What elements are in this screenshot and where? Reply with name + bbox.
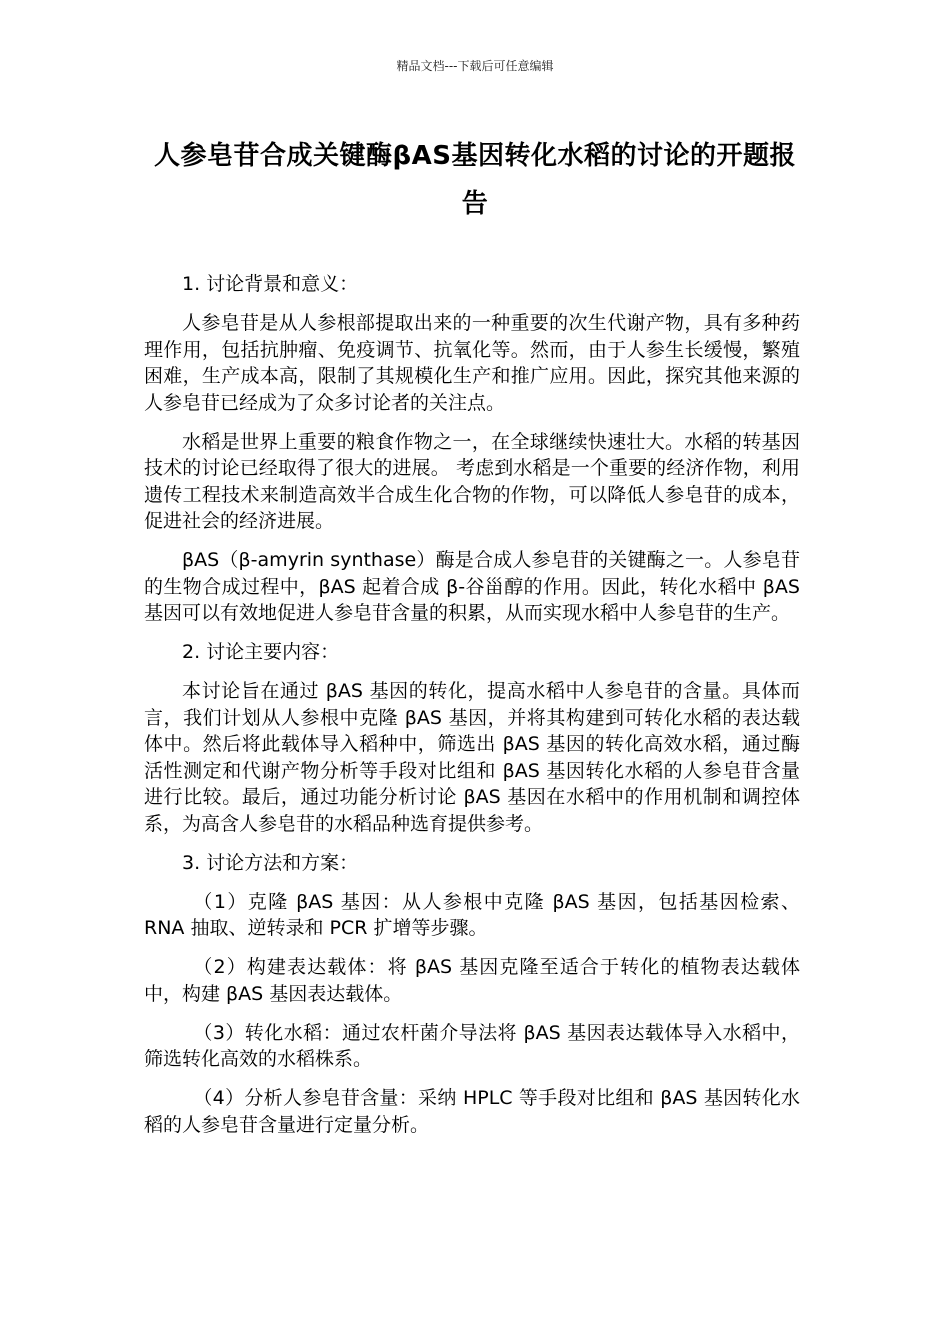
section-heading-main-content: 2. 讨论主要内容： [182,641,340,663]
document-title: 人参皂苷合成关键酶βAS基因转化水稻的讨论的开题报告 [154,141,796,219]
section-heading-methods: 3. 讨论方法和方案： [182,851,359,874]
method-step-transform-rice: （3）转化水稻：通过农杆菌介导法将 βAS 基因表达载体导入水稻中，筛选转化高效的水稻株系。 [144,1021,800,1070]
paragraph-ginsenoside-intro: 人参皂苷是从人参根部提取出来的一种重要的次生代谢产物，具有多种药理作用，包括抗肿瘤、免疫调节、抗氧化等。然而，由于人参生长缓慢，繁殖困难，生产成本高，限制了其规模化生产和推广应用。因此，探究其他来源的人参皂苷已经成为了众多讨论者的关注点。 [144,312,800,414]
paragraph-research-plan: 本讨论旨在通过 βAS 基因的转化，提高水稻中人参皂苷的含量。具体而言，我们计划从人参根中克隆 βAS 基因，并将其构建到可转化水稻的表达载体中。然后将此载体导入稻种中，筛选出 βAS 基因的转化高效水稻，通过酶活性测定和代谢产物分析等手段对比组和 βAS 基因转化水稻的人参皂苷含量进行比较。最后，通过功能分析讨论 βAS 基因在水稻中的作用机制和调控体系，为高含人参皂苷的水稻品种选育提供参考。 [144,680,800,835]
header-note: 精品文档---下载后可任意编辑 [396,59,554,73]
paragraph-bas-enzyme: βAS（β-amyrin synthase）酶是合成人参皂苷的关键酶之一。人参皂苷的生物合成过程中，βAS 起着合成 β-谷甾醇的作用。因此，转化水稻中 βAS 基因可以有效地促进人参皂苷含量的积累，从而实现水稻中人参皂苷的生产。 [144,549,800,624]
section-heading-background: 1. 讨论背景和意义： [182,273,359,295]
paragraph-rice-intro: 水稻是世界上重要的粮食作物之一，在全球继续快速壮大。水稻的转基因技术的讨论已经取得了很大的进展。 考虑到水稻是一个重要的经济作物，利用遗传工程技术来制造高效半合成生化合物的作物，可以降低人参皂苷的成本，促进社会的经济进展。 [144,430,800,532]
method-step-clone-gene: （1）克隆 βAS 基因：从人参根中克隆 βAS 基因，包括基因检索、RNA 抽取、逆转录和 PCR 扩增等步骤。 [144,890,800,939]
method-step-build-vector: （2）构建表达载体：将 βAS 基因克隆至适合于转化的植物表达载体中，构建 βAS 基因表达载体。 [144,956,800,1005]
method-step-analyze-content: （4）分析人参皂苷含量：采纳 HPLC 等手段对比组和 βAS 基因转化水稻的人参皂苷含量进行定量分析。 [144,1087,800,1136]
document-body [144,271,800,1151]
